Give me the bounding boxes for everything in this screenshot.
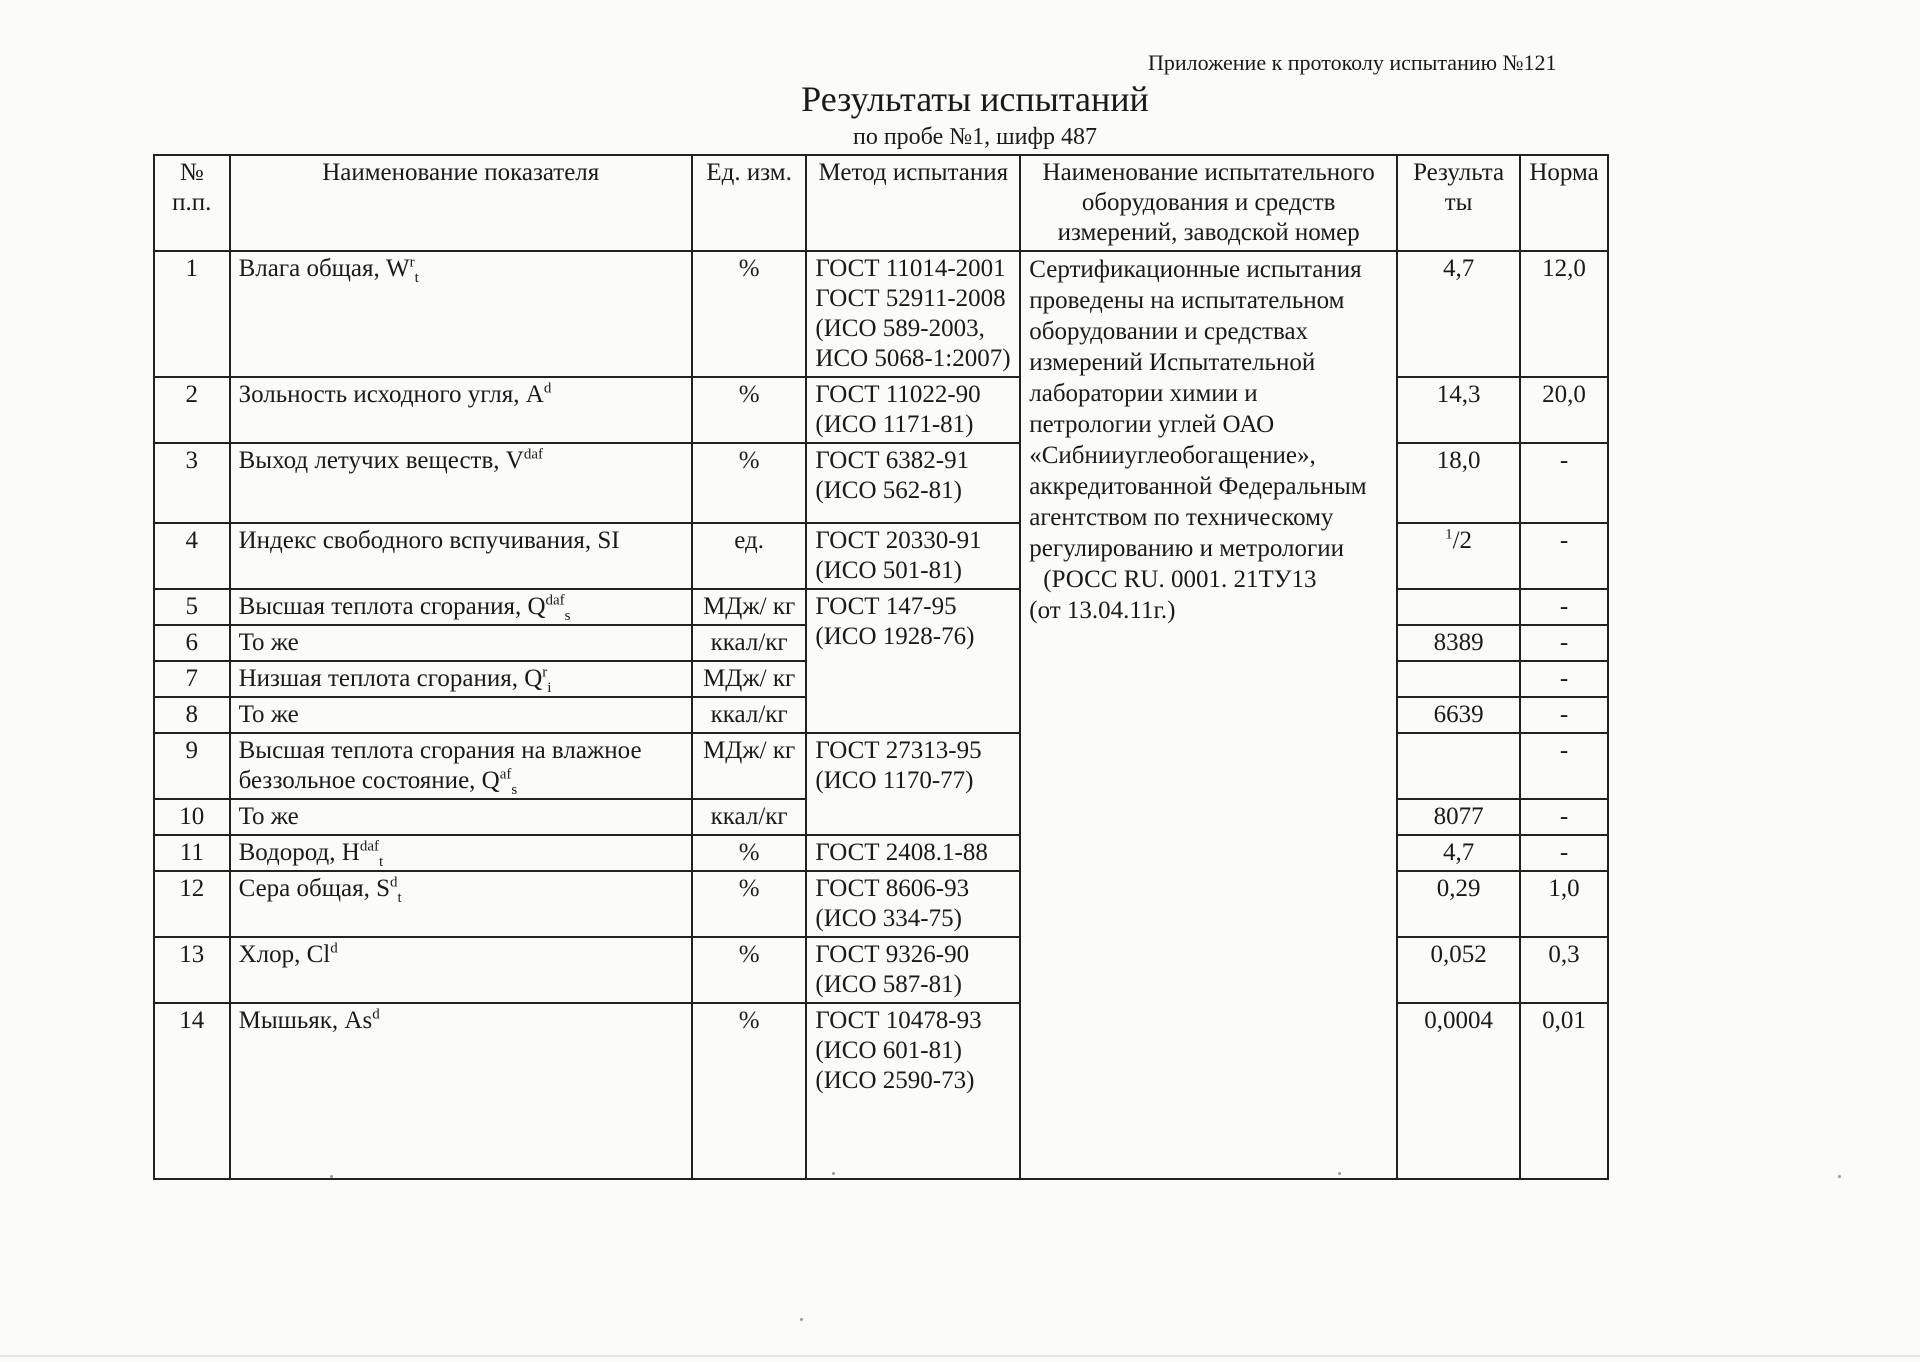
row-unit: МДж/ кг: [692, 589, 806, 625]
row-name: Индекс свободного вспучивания, SI: [230, 523, 692, 589]
row-unit: %: [692, 835, 806, 871]
row-result: 0,052: [1397, 937, 1520, 1003]
row-unit: ед.: [692, 523, 806, 589]
row-no: 11: [154, 835, 230, 871]
row-result: 0,0004: [1397, 1003, 1520, 1179]
scan-speck: [330, 1175, 333, 1178]
row-method: ГОСТ 11022-90 (ИСО 1171-81): [806, 377, 1020, 443]
header-method: Метод испытания: [806, 155, 1020, 251]
row-unit: %: [692, 937, 806, 1003]
row-name: Низшая теплота сгорания, $Q^r_i$: [230, 661, 692, 697]
row-method: ГОСТ 6382-91 (ИСО 562-81): [806, 443, 1020, 523]
row-result: [1397, 589, 1520, 625]
row-no: 3: [154, 443, 230, 523]
header-unit: Ед. изм.: [692, 155, 806, 251]
scan-edge: [0, 1355, 1920, 1357]
row-unit: МДж/ кг: [692, 733, 806, 799]
row-no: 13: [154, 937, 230, 1003]
row-norm: -: [1520, 835, 1608, 871]
row-result: 0,29: [1397, 871, 1520, 937]
row-norm: -: [1520, 589, 1608, 625]
header-name: Наименование показателя: [230, 155, 692, 251]
table-row: [154, 251, 1608, 377]
row-method: ГОСТ 11014-2001 ГОСТ 52911-2008 (ИСО 589-2003, ИСО 5068-1:2007): [806, 251, 1020, 377]
row-result: 6639: [1397, 697, 1520, 733]
row-no: 4: [154, 523, 230, 589]
row-no: 12: [154, 871, 230, 937]
row-unit: МДж/ кг: [692, 661, 806, 697]
row-result: 18,0: [1397, 443, 1520, 523]
row-name: Сера общая, $S^d_t$: [230, 871, 692, 937]
row-method: ГОСТ 8606-93 (ИСО 334-75): [806, 871, 1020, 937]
header-equipment: Наименование испытательного оборудования и средств измерений, заводской номер: [1020, 155, 1397, 251]
header-norm: Норма: [1520, 155, 1608, 251]
row-no: 9: [154, 733, 230, 799]
row-norm: -: [1520, 799, 1608, 835]
equipment-description: Сертификационные испытания проведены на испытательном оборудовании и средствах измерений Испытательной лаборатории химии и петрологии углей ОАО «Сибнииуглеобогащение», аккредитованной Федеральным агентством по техническому регулированию и метрологии (РОСС RU. 0001. 21ТУ13 (от 13.04.11г.): [1020, 251, 1397, 1179]
row-method: ГОСТ 2408.1-88: [806, 835, 1020, 871]
row-name: Высшая теплота сгорания на влажное беззольное состояние, $Q^{af}_s$: [230, 733, 692, 799]
row-result: [1397, 661, 1520, 697]
row-result: 14,3: [1397, 377, 1520, 443]
row-unit: %: [692, 377, 806, 443]
row-method: ГОСТ 27313-95 (ИСО 1170-77): [806, 733, 1020, 835]
row-norm: -: [1520, 443, 1608, 523]
row-name: То же: [230, 625, 692, 661]
row-result: [1397, 733, 1520, 799]
header-no: № п.п.: [154, 155, 230, 251]
row-name: Водород, $H^{daf}_t$: [230, 835, 692, 871]
row-method: ГОСТ 9326-90 (ИСО 587-81): [806, 937, 1020, 1003]
row-result: 4,7: [1397, 835, 1520, 871]
scan-speck: [832, 1172, 835, 1175]
row-norm: 0,01: [1520, 1003, 1608, 1179]
row-norm: 12,0: [1520, 251, 1608, 377]
row-norm: -: [1520, 697, 1608, 733]
scan-speck: [1338, 1172, 1341, 1175]
row-method: ГОСТ 10478-93 (ИСО 601-81) (ИСО 2590-73): [806, 1003, 1020, 1179]
row-unit: ккал/кг: [692, 697, 806, 733]
appendix-caption: Приложение к протоколу испытанию №121: [1148, 50, 1557, 75]
row-no: 1: [154, 251, 230, 377]
row-no: 2: [154, 377, 230, 443]
table-header-row: [154, 155, 1608, 251]
row-no: 8: [154, 697, 230, 733]
row-name: Зольность исходного угля, $A^d$: [230, 377, 692, 443]
row-norm: -: [1520, 733, 1608, 799]
row-name: То же: [230, 799, 692, 835]
row-name: Высшая теплота сгорания, $Q^{daf}_s$: [230, 589, 692, 625]
page-subtitle: по пробе №1, шифр 487: [852, 124, 1097, 150]
row-unit: %: [692, 251, 806, 377]
row-name: Влага общая, $W^r_t$: [230, 251, 692, 377]
row-no: 5: [154, 589, 230, 625]
row-unit: ккал/кг: [692, 799, 806, 835]
row-name: Выход летучих веществ, $V^{daf}$: [230, 443, 692, 523]
row-unit: %: [692, 443, 806, 523]
row-method: ГОСТ 20330-91 (ИСО 501-81): [806, 523, 1020, 589]
row-name: То же: [230, 697, 692, 733]
row-result: 8389: [1397, 625, 1520, 661]
row-unit: %: [692, 871, 806, 937]
row-norm: 0,3: [1520, 937, 1608, 1003]
row-no: 6: [154, 625, 230, 661]
row-method: ГОСТ 147-95 (ИСО 1928-76): [806, 589, 1020, 733]
row-no: 7: [154, 661, 230, 697]
row-result: 4,7: [1397, 251, 1520, 377]
row-unit: %: [692, 1003, 806, 1179]
row-norm: -: [1520, 661, 1608, 697]
row-norm: -: [1520, 523, 1608, 589]
page-title: Результаты испытаний: [801, 79, 1149, 119]
row-name: Мышьяк, As$^d$: [230, 1003, 692, 1179]
row-result: 8077: [1397, 799, 1520, 835]
row-name: Хлор, Cl$^d$: [230, 937, 692, 1003]
row-result: $^1$/2: [1397, 523, 1520, 589]
scan-speck: [1838, 1175, 1841, 1178]
results-table: [153, 154, 1609, 1180]
row-no: 14: [154, 1003, 230, 1179]
row-norm: 1,0: [1520, 871, 1608, 937]
scan-speck: [800, 1318, 803, 1321]
row-unit: ккал/кг: [692, 625, 806, 661]
row-norm: 20,0: [1520, 377, 1608, 443]
header-result: Результа ты: [1397, 155, 1520, 251]
row-no: 10: [154, 799, 230, 835]
row-norm: -: [1520, 625, 1608, 661]
